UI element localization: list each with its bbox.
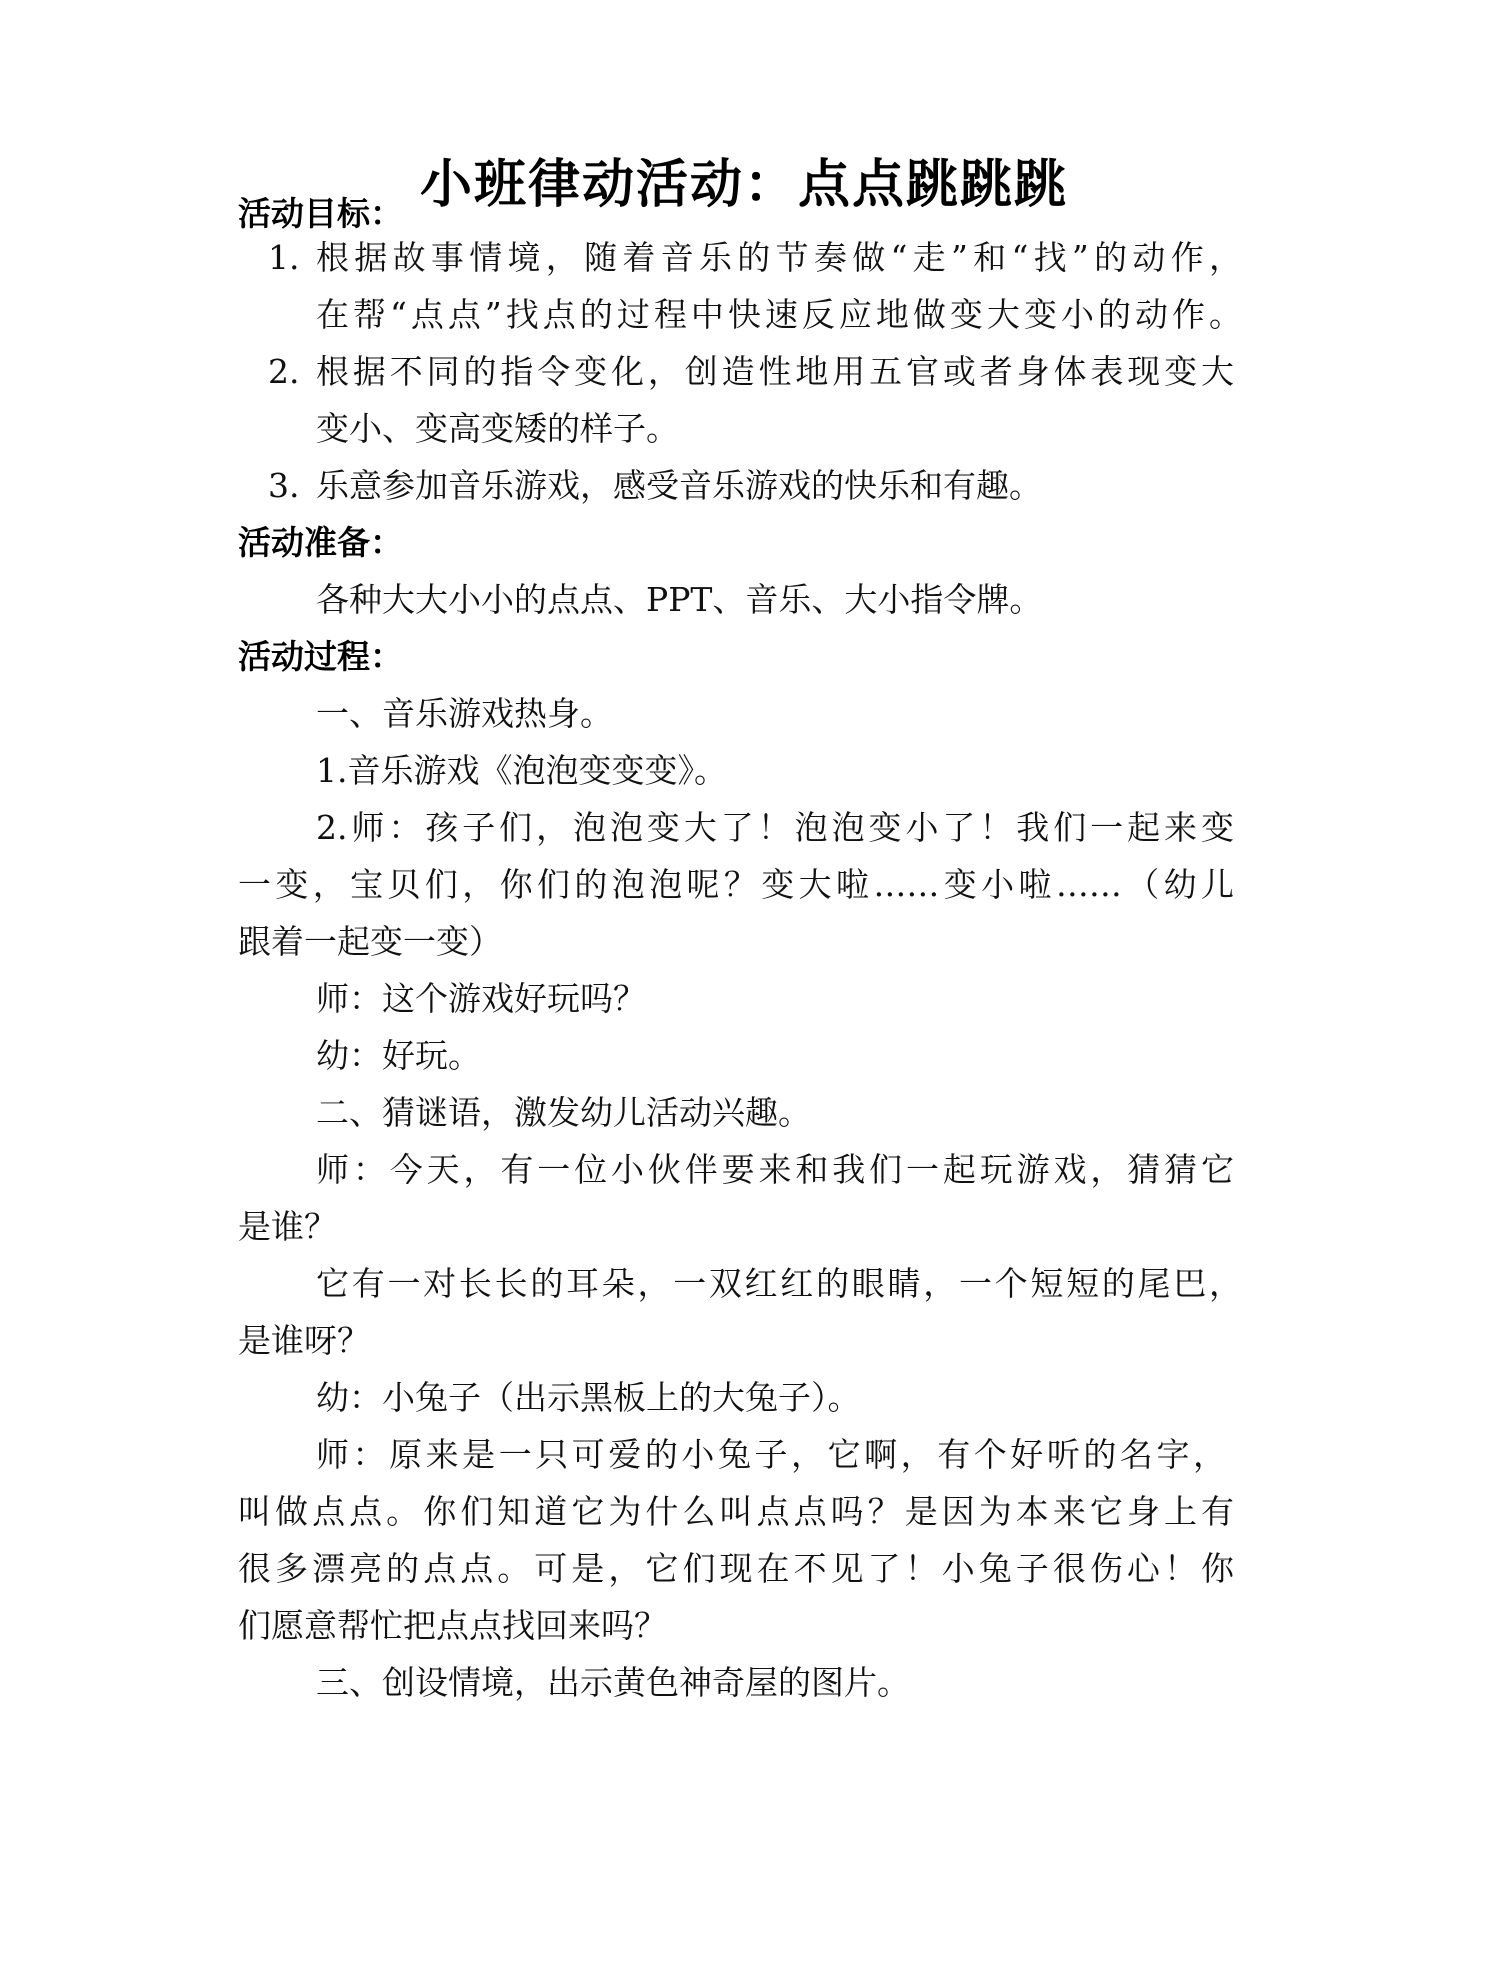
process-line: 是谁？ [238,1207,337,1246]
process-line: 二、猜谜语，激发幼儿活动兴趣。 [316,1093,811,1132]
process-line: 幼：小兔子（出示黑板上的大兔子）。 [316,1378,861,1417]
process-line: 2.师：孩子们，泡泡变大了！泡泡变小了！我们一起来变 [316,808,1234,847]
process-line: 一、音乐游戏热身。 [316,694,613,733]
goal-2-line-1: 根据不同的指令变化，创造性地用五官或者身体表现变大 [316,352,1234,391]
process-line: 幼：好玩。 [316,1036,481,1075]
goal-1-line-1: 根据故事情境，随着音乐的节奏做“走”和“找”的动作， [316,238,1242,277]
process-line: 师：原来是一只可爱的小兔子，它啊，有个好听的名字， [316,1435,1226,1474]
process-line: 三、创设情境，出示黄色神奇屋的图片。 [316,1663,910,1702]
section-heading-preparation: 活动准备： [238,523,403,562]
goal-3-line-1: 乐意参加音乐游戏，感受音乐游戏的快乐和有趣。 [316,466,1042,505]
section-heading-goals: 活动目标： [238,194,403,233]
process-line: 师：这个游戏好玩吗？ [316,979,646,1018]
goal-number-1: 1. [268,238,300,277]
process-line: 是谁呀？ [238,1321,370,1360]
process-line: 叫做点点。你们知道它为什么叫点点吗？是因为本来它身上有 [238,1492,1234,1531]
preparation-text: 各种大大小小的点点、PPT、音乐、大小指令牌。 [316,580,1043,619]
document-title: 小班律动活动：点点跳跳跳 [419,155,1068,215]
goal-1-line-2: 在帮“点点”找点的过程中快速反应地做变大变小的动作。 [316,295,1242,334]
process-line: 它有一对长长的耳朵，一双红红的眼睛，一个短短的尾巴， [316,1264,1242,1303]
goal-2-line-2: 变小、变高变矮的样子。 [316,409,679,448]
process-line: 师：今天，有一位小伙伴要来和我们一起玩游戏，猜猜它 [316,1150,1234,1189]
process-line: 很多漂亮的点点。可是，它们现在不见了！小兔子很伤心！你 [238,1549,1234,1588]
goal-number-3: 3. [268,466,300,505]
process-line: 跟着一起变一变） [238,922,502,961]
process-line: 1.音乐游戏《泡泡变变变》。 [316,751,727,790]
section-heading-process: 活动过程： [238,637,403,676]
goal-number-2: 2. [268,352,300,391]
process-line: 们愿意帮忙把点点找回来吗？ [238,1606,667,1645]
process-line: 一变，宝贝们，你们的泡泡呢？变大啦……变小啦……（幼儿 [238,865,1234,904]
